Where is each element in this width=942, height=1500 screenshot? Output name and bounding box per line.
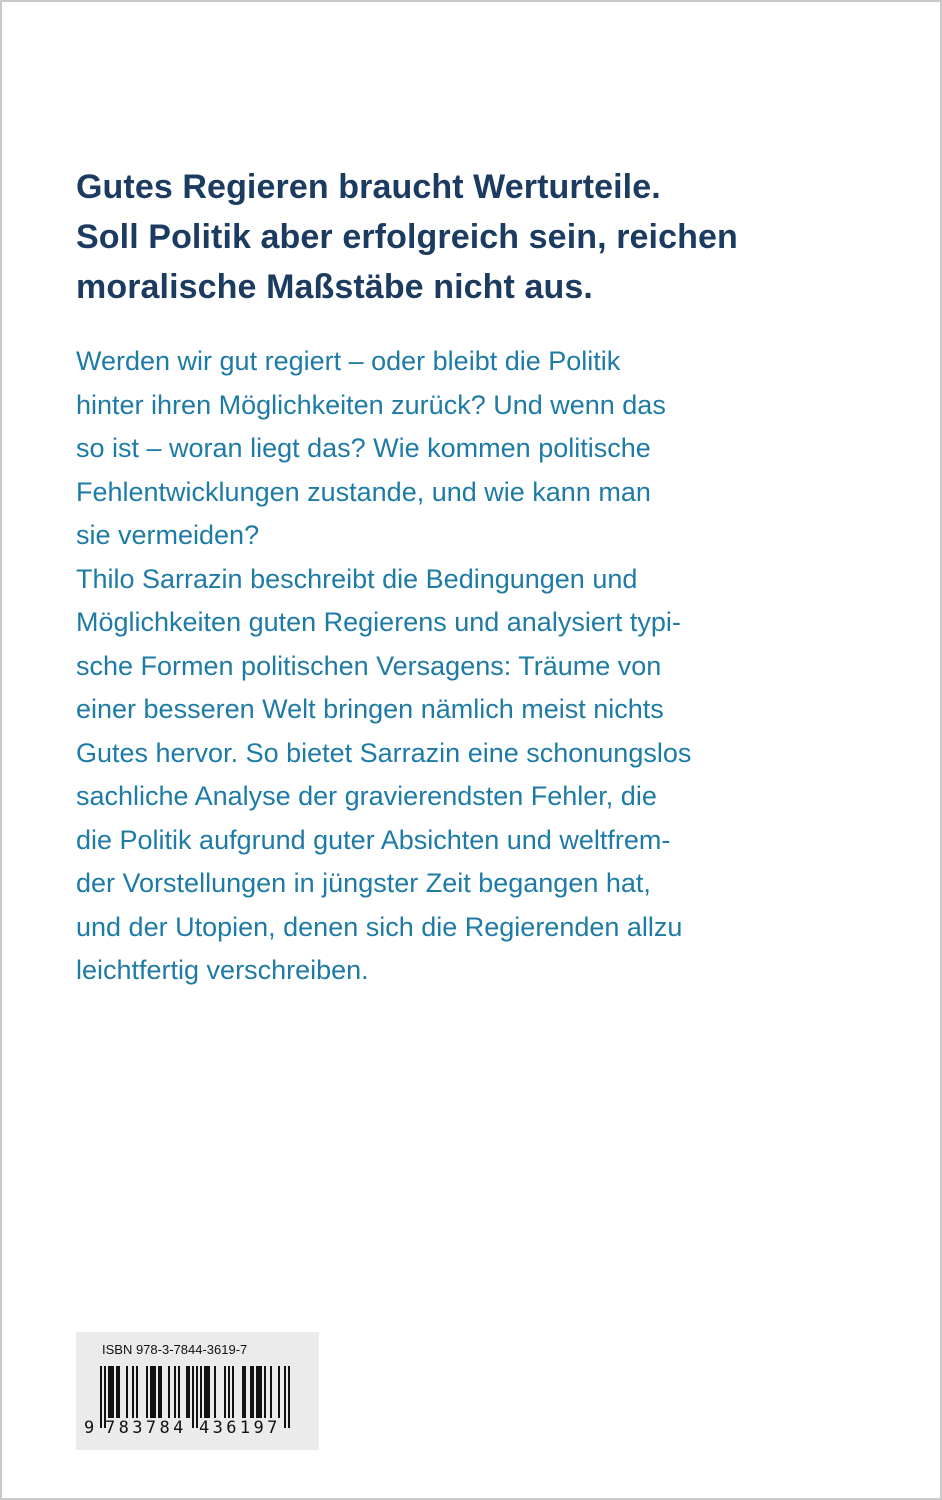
blurb-line: und der Utopien, denen sich die Regierenden allzu bbox=[76, 911, 683, 942]
blurb-line: einer besseren Welt bringen nämlich meist nichts bbox=[76, 694, 664, 724]
barcode-bar bbox=[264, 1366, 266, 1418]
barcode-digit-first: 9 bbox=[84, 1418, 95, 1438]
blurb-line: Thilo Sarrazin beschreibt die Bedingungen und bbox=[76, 563, 638, 594]
barcode-guard-bar bbox=[288, 1366, 290, 1428]
barcode-bar bbox=[150, 1366, 152, 1418]
barcode-bar bbox=[146, 1366, 148, 1418]
barcode-guard-bar bbox=[100, 1366, 102, 1428]
headline-line: Gutes Regieren braucht Werturteile. bbox=[76, 168, 661, 206]
barcode-guard-bar bbox=[284, 1366, 286, 1428]
barcode-bar bbox=[152, 1366, 154, 1418]
barcode-bar bbox=[136, 1366, 138, 1418]
barcode-bar bbox=[270, 1366, 272, 1418]
headline-line: moralische Maßstäbe nicht aus. bbox=[76, 268, 593, 306]
barcode-bar bbox=[112, 1366, 114, 1418]
barcode-bar bbox=[252, 1366, 254, 1418]
isbn-label: ISBN 978-3-7844-3619-7 bbox=[102, 1342, 248, 1357]
barcode-bar bbox=[188, 1366, 190, 1418]
barcode-guard-bar bbox=[192, 1366, 194, 1428]
barcode-bar bbox=[278, 1366, 280, 1418]
barcode-digits-right: 436197 bbox=[199, 1418, 281, 1438]
blurb-text bbox=[76, 340, 691, 993]
blurb-line: Fehlentwicklungen zustande, und wie kann man bbox=[76, 476, 651, 507]
barcode-bar bbox=[160, 1366, 162, 1418]
barcode-bar bbox=[250, 1366, 252, 1418]
barcode-bar bbox=[224, 1366, 226, 1418]
barcode-bar bbox=[126, 1366, 128, 1418]
blurb-line: Werden wir gut regiert – oder bleibt die Politik bbox=[76, 346, 621, 376]
barcode-bar bbox=[108, 1366, 110, 1418]
blurb-line: hinter ihren Möglichkeiten zurück? Und wenn das bbox=[76, 389, 666, 420]
blurb-line: sie vermeiden? bbox=[76, 520, 260, 550]
barcode-bar bbox=[256, 1366, 258, 1418]
barcode-bar bbox=[178, 1366, 180, 1418]
barcode-bar bbox=[154, 1366, 156, 1418]
barcode-bar bbox=[228, 1366, 230, 1418]
barcode-bar bbox=[208, 1366, 210, 1418]
blurb-line: Möglichkeiten guten Regierens und analysiert typi- bbox=[76, 607, 681, 637]
barcode-bar bbox=[260, 1366, 262, 1418]
barcode-bar bbox=[158, 1366, 160, 1418]
blurb-line: so ist – woran liegt das? Wie kommen politische bbox=[76, 433, 651, 463]
barcode-bar bbox=[204, 1366, 206, 1418]
barcode-bar bbox=[258, 1366, 260, 1418]
blurb-line: sche Formen politischen Versagens: Träume von bbox=[76, 650, 662, 681]
blurb-line: sachliche Analyse der gravierendsten Fehler, die bbox=[76, 781, 657, 811]
barcode-bar bbox=[174, 1366, 176, 1418]
headline bbox=[76, 162, 738, 312]
barcode-bar bbox=[110, 1366, 112, 1418]
barcode-bar bbox=[132, 1366, 134, 1418]
blurb-line: der Vorstellungen in jüngster Zeit begangen hat, bbox=[76, 868, 651, 898]
barcode-bar bbox=[118, 1366, 120, 1418]
barcode-bar bbox=[232, 1366, 234, 1418]
barcode-bar bbox=[214, 1366, 216, 1418]
barcode-bar bbox=[200, 1366, 202, 1418]
barcode-area bbox=[76, 1332, 319, 1450]
barcode-bar bbox=[186, 1366, 188, 1418]
barcode-bar bbox=[242, 1366, 244, 1418]
barcode-digits-left: 783784 bbox=[105, 1418, 187, 1438]
barcode-guard-bar bbox=[196, 1366, 198, 1428]
barcode-bar bbox=[116, 1366, 118, 1418]
headline-line: Soll Politik aber erfolgreich sein, reichen bbox=[76, 218, 738, 256]
blurb-line: Gutes hervor. So bietet Sarrazin eine schonungslos bbox=[76, 737, 692, 768]
barcode-bar bbox=[244, 1366, 246, 1418]
blurb-line: die Politik aufgrund guter Absichten und weltfrem- bbox=[76, 824, 671, 855]
barcode-bar bbox=[168, 1366, 170, 1418]
barcode-bar bbox=[206, 1366, 208, 1418]
blurb-line: leichtfertig verschreiben. bbox=[76, 955, 369, 985]
